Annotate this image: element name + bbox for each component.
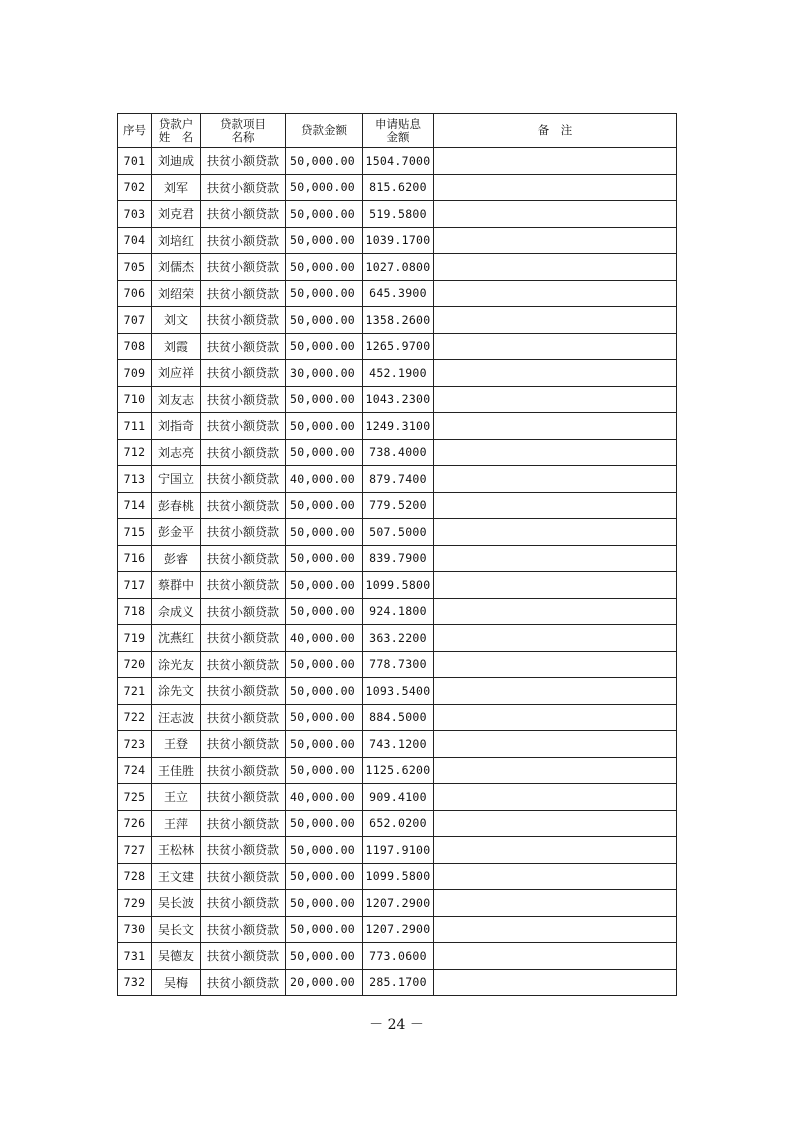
cell-name: 彭睿 xyxy=(152,545,201,572)
cell-seq: 712 xyxy=(118,439,152,466)
cell-name: 吴长文 xyxy=(152,916,201,943)
table-row xyxy=(118,784,677,811)
cell-seq: 730 xyxy=(118,916,152,943)
cell-seq: 707 xyxy=(118,307,152,334)
header-name-line2: 姓 名 xyxy=(158,129,194,144)
cell-remark xyxy=(434,333,677,360)
table-row xyxy=(118,545,677,572)
cell-amount: 50,000.00 xyxy=(286,280,363,307)
cell-interest: 1099.5800 xyxy=(363,863,434,890)
header-amount: 贷款金额 xyxy=(286,114,363,148)
cell-interest: 1099.5800 xyxy=(363,572,434,599)
cell-remark xyxy=(434,519,677,546)
cell-remark xyxy=(434,651,677,678)
cell-remark xyxy=(434,863,677,890)
cell-name: 蔡群中 xyxy=(152,572,201,599)
cell-interest: 773.0600 xyxy=(363,943,434,970)
cell-name: 沈燕红 xyxy=(152,625,201,652)
cell-seq: 701 xyxy=(118,148,152,175)
table-row xyxy=(118,360,677,387)
cell-name: 涂先文 xyxy=(152,678,201,705)
page-number: － 24 － xyxy=(369,1017,424,1033)
table-row xyxy=(118,757,677,784)
cell-remark xyxy=(434,307,677,334)
header-seq: 序号 xyxy=(118,114,152,148)
cell-amount: 50,000.00 xyxy=(286,439,363,466)
cell-project: 扶贫小额贷款 xyxy=(201,890,286,917)
cell-project: 扶贫小额贷款 xyxy=(201,360,286,387)
cell-remark xyxy=(434,174,677,201)
cell-project: 扶贫小额贷款 xyxy=(201,413,286,440)
cell-seq: 722 xyxy=(118,704,152,731)
cell-seq: 709 xyxy=(118,360,152,387)
cell-remark xyxy=(434,439,677,466)
cell-remark xyxy=(434,704,677,731)
cell-seq: 723 xyxy=(118,731,152,758)
cell-project: 扶贫小额贷款 xyxy=(201,863,286,890)
cell-remark xyxy=(434,254,677,281)
cell-amount: 50,000.00 xyxy=(286,572,363,599)
cell-remark xyxy=(434,360,677,387)
cell-project: 扶贫小额贷款 xyxy=(201,810,286,837)
table-row xyxy=(118,519,677,546)
cell-remark xyxy=(434,492,677,519)
table-row xyxy=(118,174,677,201)
cell-remark xyxy=(434,678,677,705)
cell-remark xyxy=(434,227,677,254)
cell-project: 扶贫小额贷款 xyxy=(201,625,286,652)
cell-seq: 729 xyxy=(118,890,152,917)
cell-remark xyxy=(434,148,677,175)
cell-name: 刘军 xyxy=(152,174,201,201)
cell-remark xyxy=(434,598,677,625)
table-row xyxy=(118,413,677,440)
cell-remark xyxy=(434,201,677,228)
cell-amount: 50,000.00 xyxy=(286,201,363,228)
cell-amount: 50,000.00 xyxy=(286,333,363,360)
cell-project: 扶贫小额贷款 xyxy=(201,943,286,970)
cell-amount: 50,000.00 xyxy=(286,227,363,254)
cell-interest: 1249.3100 xyxy=(363,413,434,440)
cell-amount: 50,000.00 xyxy=(286,386,363,413)
cell-seq: 725 xyxy=(118,784,152,811)
cell-name: 刘绍荣 xyxy=(152,280,201,307)
cell-project: 扶贫小额贷款 xyxy=(201,439,286,466)
cell-seq: 706 xyxy=(118,280,152,307)
cell-amount: 50,000.00 xyxy=(286,148,363,175)
cell-amount: 50,000.00 xyxy=(286,757,363,784)
cell-amount: 50,000.00 xyxy=(286,943,363,970)
cell-project: 扶贫小额贷款 xyxy=(201,254,286,281)
table-row xyxy=(118,863,677,890)
cell-interest: 1125.6200 xyxy=(363,757,434,784)
cell-interest: 1207.2900 xyxy=(363,890,434,917)
table-row xyxy=(118,439,677,466)
cell-project: 扶贫小额贷款 xyxy=(201,333,286,360)
cell-amount: 40,000.00 xyxy=(286,625,363,652)
cell-project: 扶贫小额贷款 xyxy=(201,280,286,307)
cell-project: 扶贫小额贷款 xyxy=(201,519,286,546)
cell-name: 刘迪成 xyxy=(152,148,201,175)
cell-seq: 716 xyxy=(118,545,152,572)
cell-remark xyxy=(434,784,677,811)
cell-remark xyxy=(434,731,677,758)
cell-amount: 50,000.00 xyxy=(286,413,363,440)
cell-seq: 726 xyxy=(118,810,152,837)
cell-seq: 713 xyxy=(118,466,152,493)
cell-seq: 714 xyxy=(118,492,152,519)
cell-seq: 720 xyxy=(118,651,152,678)
cell-amount: 50,000.00 xyxy=(286,810,363,837)
cell-remark xyxy=(434,890,677,917)
cell-remark xyxy=(434,837,677,864)
cell-interest: 285.1700 xyxy=(363,969,434,996)
cell-name: 刘培红 xyxy=(152,227,201,254)
table-row xyxy=(118,810,677,837)
table-row xyxy=(118,598,677,625)
cell-amount: 50,000.00 xyxy=(286,519,363,546)
cell-seq: 708 xyxy=(118,333,152,360)
cell-interest: 1039.1700 xyxy=(363,227,434,254)
cell-amount: 50,000.00 xyxy=(286,545,363,572)
cell-amount: 50,000.00 xyxy=(286,863,363,890)
cell-remark xyxy=(434,280,677,307)
cell-project: 扶贫小额贷款 xyxy=(201,704,286,731)
cell-project: 扶贫小额贷款 xyxy=(201,678,286,705)
table-row xyxy=(118,837,677,864)
cell-project: 扶贫小额贷款 xyxy=(201,148,286,175)
header-project xyxy=(201,114,286,148)
table-row xyxy=(118,466,677,493)
cell-interest: 1093.5400 xyxy=(363,678,434,705)
cell-interest: 1027.0800 xyxy=(363,254,434,281)
table-row xyxy=(118,731,677,758)
table-row xyxy=(118,704,677,731)
cell-name: 吴梅 xyxy=(152,969,201,996)
cell-amount: 50,000.00 xyxy=(286,651,363,678)
cell-interest: 363.2200 xyxy=(363,625,434,652)
cell-name: 彭春桃 xyxy=(152,492,201,519)
cell-name: 汪志波 xyxy=(152,704,201,731)
header-interest xyxy=(363,114,434,148)
cell-seq: 717 xyxy=(118,572,152,599)
cell-interest: 909.4100 xyxy=(363,784,434,811)
header-interest-line1: 申请贴息 xyxy=(375,116,421,131)
cell-project: 扶贫小额贷款 xyxy=(201,784,286,811)
cell-amount: 50,000.00 xyxy=(286,492,363,519)
cell-remark xyxy=(434,386,677,413)
cell-seq: 718 xyxy=(118,598,152,625)
table-row xyxy=(118,625,677,652)
cell-project: 扶贫小额贷款 xyxy=(201,201,286,228)
cell-amount: 50,000.00 xyxy=(286,254,363,281)
cell-amount: 40,000.00 xyxy=(286,784,363,811)
cell-project: 扶贫小额贷款 xyxy=(201,466,286,493)
table-row xyxy=(118,280,677,307)
cell-name: 王立 xyxy=(152,784,201,811)
cell-interest: 815.6200 xyxy=(363,174,434,201)
table-row xyxy=(118,148,677,175)
cell-amount: 20,000.00 xyxy=(286,969,363,996)
cell-name: 吴德友 xyxy=(152,943,201,970)
table-row xyxy=(118,492,677,519)
cell-interest: 1265.9700 xyxy=(363,333,434,360)
cell-name: 王文建 xyxy=(152,863,201,890)
loan-subsidy-table xyxy=(117,113,677,996)
cell-name: 佘成义 xyxy=(152,598,201,625)
cell-seq: 724 xyxy=(118,757,152,784)
cell-project: 扶贫小额贷款 xyxy=(201,174,286,201)
cell-project: 扶贫小额贷款 xyxy=(201,545,286,572)
cell-seq: 705 xyxy=(118,254,152,281)
cell-interest: 738.4000 xyxy=(363,439,434,466)
table-row xyxy=(118,386,677,413)
header-interest-line2: 金额 xyxy=(386,129,410,144)
cell-interest: 1197.9100 xyxy=(363,837,434,864)
cell-name: 刘儒杰 xyxy=(152,254,201,281)
cell-name: 彭金平 xyxy=(152,519,201,546)
cell-seq: 727 xyxy=(118,837,152,864)
table-row xyxy=(118,333,677,360)
table-row xyxy=(118,890,677,917)
cell-project: 扶贫小额贷款 xyxy=(201,757,286,784)
cell-seq: 728 xyxy=(118,863,152,890)
table-row xyxy=(118,678,677,705)
cell-seq: 721 xyxy=(118,678,152,705)
header-remark: 备 注 xyxy=(434,114,677,148)
table-row xyxy=(118,916,677,943)
cell-amount: 50,000.00 xyxy=(286,837,363,864)
cell-name: 王萍 xyxy=(152,810,201,837)
cell-amount: 50,000.00 xyxy=(286,598,363,625)
table-row xyxy=(118,307,677,334)
cell-remark xyxy=(434,545,677,572)
table-header-row xyxy=(118,114,677,148)
cell-remark xyxy=(434,969,677,996)
cell-interest: 452.1900 xyxy=(363,360,434,387)
table-row xyxy=(118,227,677,254)
cell-remark xyxy=(434,572,677,599)
cell-project: 扶贫小额贷款 xyxy=(201,598,286,625)
cell-amount: 50,000.00 xyxy=(286,704,363,731)
cell-seq: 719 xyxy=(118,625,152,652)
cell-interest: 507.5000 xyxy=(363,519,434,546)
cell-name: 刘克君 xyxy=(152,201,201,228)
cell-seq: 731 xyxy=(118,943,152,970)
cell-name: 刘友志 xyxy=(152,386,201,413)
cell-name: 刘志亮 xyxy=(152,439,201,466)
cell-interest: 879.7400 xyxy=(363,466,434,493)
header-project-line2: 名称 xyxy=(231,129,255,144)
cell-amount: 50,000.00 xyxy=(286,731,363,758)
table-row xyxy=(118,651,677,678)
cell-project: 扶贫小额贷款 xyxy=(201,731,286,758)
cell-name: 王登 xyxy=(152,731,201,758)
cell-remark xyxy=(434,757,677,784)
cell-interest: 645.3900 xyxy=(363,280,434,307)
cell-name: 宁国立 xyxy=(152,466,201,493)
cell-interest: 1043.2300 xyxy=(363,386,434,413)
cell-interest: 924.1800 xyxy=(363,598,434,625)
cell-name: 刘指奇 xyxy=(152,413,201,440)
table-row xyxy=(118,201,677,228)
cell-amount: 40,000.00 xyxy=(286,466,363,493)
cell-project: 扶贫小额贷款 xyxy=(201,492,286,519)
table-row xyxy=(118,254,677,281)
header-project-line1: 贷款项目 xyxy=(220,116,266,131)
cell-amount: 50,000.00 xyxy=(286,307,363,334)
cell-name: 刘霞 xyxy=(152,333,201,360)
cell-remark xyxy=(434,625,677,652)
table-row xyxy=(118,969,677,996)
cell-project: 扶贫小额贷款 xyxy=(201,651,286,678)
cell-remark xyxy=(434,810,677,837)
cell-project: 扶贫小额贷款 xyxy=(201,572,286,599)
table-row xyxy=(118,943,677,970)
cell-remark xyxy=(434,413,677,440)
cell-name: 王佳胜 xyxy=(152,757,201,784)
cell-project: 扶贫小额贷款 xyxy=(201,307,286,334)
cell-interest: 743.1200 xyxy=(363,731,434,758)
cell-seq: 703 xyxy=(118,201,152,228)
cell-amount: 50,000.00 xyxy=(286,916,363,943)
cell-seq: 732 xyxy=(118,969,152,996)
cell-project: 扶贫小额贷款 xyxy=(201,227,286,254)
cell-amount: 30,000.00 xyxy=(286,360,363,387)
cell-name: 吴长波 xyxy=(152,890,201,917)
cell-seq: 710 xyxy=(118,386,152,413)
cell-name: 刘应祥 xyxy=(152,360,201,387)
cell-seq: 715 xyxy=(118,519,152,546)
cell-seq: 704 xyxy=(118,227,152,254)
cell-amount: 50,000.00 xyxy=(286,174,363,201)
cell-remark xyxy=(434,916,677,943)
cell-seq: 702 xyxy=(118,174,152,201)
cell-project: 扶贫小额贷款 xyxy=(201,386,286,413)
cell-interest: 779.5200 xyxy=(363,492,434,519)
cell-remark xyxy=(434,943,677,970)
cell-remark xyxy=(434,466,677,493)
cell-interest: 778.7300 xyxy=(363,651,434,678)
cell-project: 扶贫小额贷款 xyxy=(201,916,286,943)
table-row xyxy=(118,572,677,599)
cell-interest: 1207.2900 xyxy=(363,916,434,943)
header-name-line1: 贷款户 xyxy=(158,116,194,131)
cell-interest: 884.5000 xyxy=(363,704,434,731)
header-name xyxy=(152,114,201,148)
cell-name: 涂光友 xyxy=(152,651,201,678)
cell-amount: 50,000.00 xyxy=(286,678,363,705)
cell-project: 扶贫小额贷款 xyxy=(201,969,286,996)
cell-interest: 519.5800 xyxy=(363,201,434,228)
cell-interest: 1504.7000 xyxy=(363,148,434,175)
cell-amount: 50,000.00 xyxy=(286,890,363,917)
cell-name: 刘文 xyxy=(152,307,201,334)
cell-project: 扶贫小额贷款 xyxy=(201,837,286,864)
cell-interest: 652.0200 xyxy=(363,810,434,837)
cell-seq: 711 xyxy=(118,413,152,440)
cell-interest: 1358.2600 xyxy=(363,307,434,334)
cell-interest: 839.7900 xyxy=(363,545,434,572)
cell-name: 王松林 xyxy=(152,837,201,864)
